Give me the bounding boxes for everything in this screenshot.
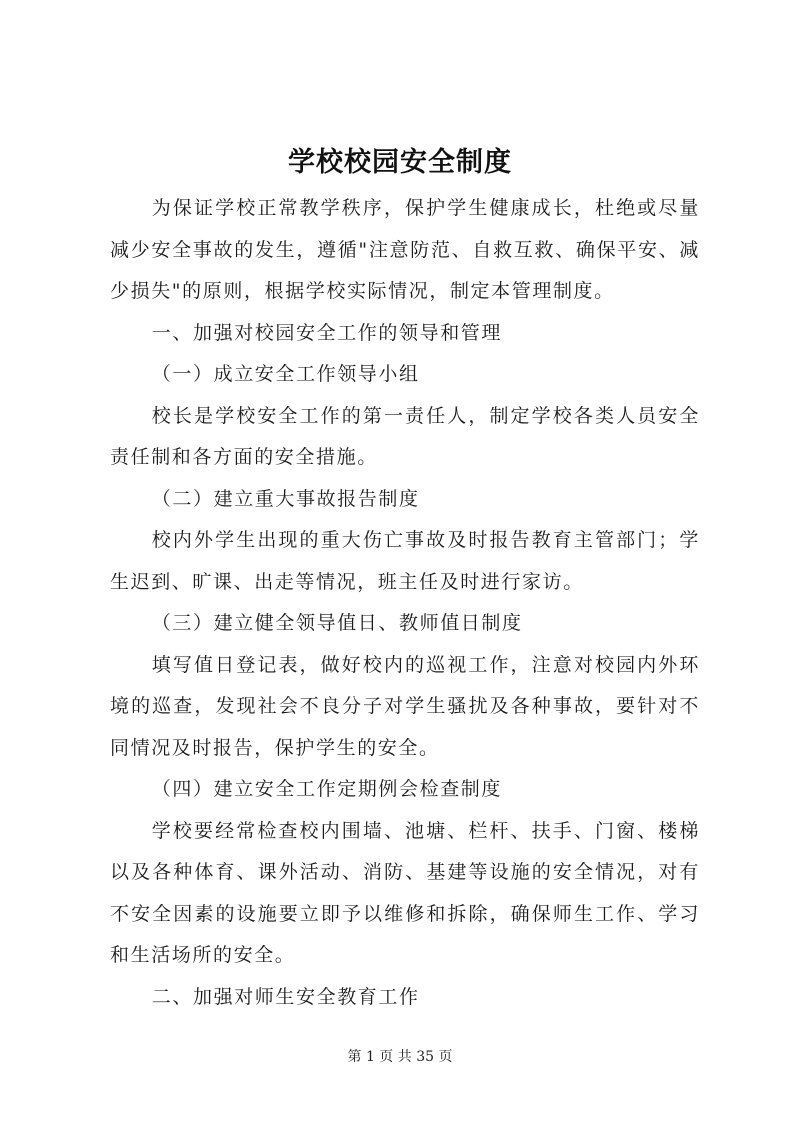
subsection-heading-2: （二）建立重大事故报告制度 — [151, 487, 420, 510]
subsection-heading-3: （三）建立健全领导值日、教师值日制度 — [151, 612, 523, 634]
document-body — [110, 188, 700, 1018]
document-title: 学校校园安全制度 — [288, 147, 512, 178]
section-heading-2: 二、加强对师生安全教育工作 — [151, 985, 420, 1008]
paragraph-4: 学校要经常检查校内围墙、池塘、栏杆、扶手、门窗、楼梯以及各种体育、课外活动、消防、基建等设施的安全情况，对有不安全因素的设施要立即予以维修和拆除，确保师生工作、学习和生活场所的安全。 — [110, 819, 700, 966]
section-heading-1: 一、加强对校园安全工作的领导和管理 — [151, 321, 502, 344]
paragraph-intro: 为保证学校正常教学秩序，保护学生健康成长，杜绝或尽量减少安全事故的发生，遵循"注意防范、自救互救、确保平安、减少损失"的原则，根据学校实际情况，制定本管理制度。 — [110, 197, 700, 302]
paragraph-1: 校长是学校安全工作的第一责任人，制定学校各类人员安全责任制和各方面的安全措施。 — [110, 404, 700, 468]
subsection-heading-1: （一）成立安全工作领导小组 — [151, 363, 420, 385]
subsection-heading-4: （四）建立安全工作定期例会检查制度 — [151, 778, 502, 800]
paragraph-3: 填写值日登记表，做好校内的巡视工作，注意对校园内外环境的巡查，发现社会不良分子对学生骚扰及各种事故，要针对不同情况及时报告，保护学生的安全。 — [110, 653, 700, 759]
paragraph-2: 校内外学生出现的重大伤亡事故及时报告教育主管部门；学生迟到、旷课、出走等情况，班主任及时进行家访。 — [110, 529, 700, 593]
page-number: 第 1 页 共 35 页 — [347, 1049, 453, 1065]
